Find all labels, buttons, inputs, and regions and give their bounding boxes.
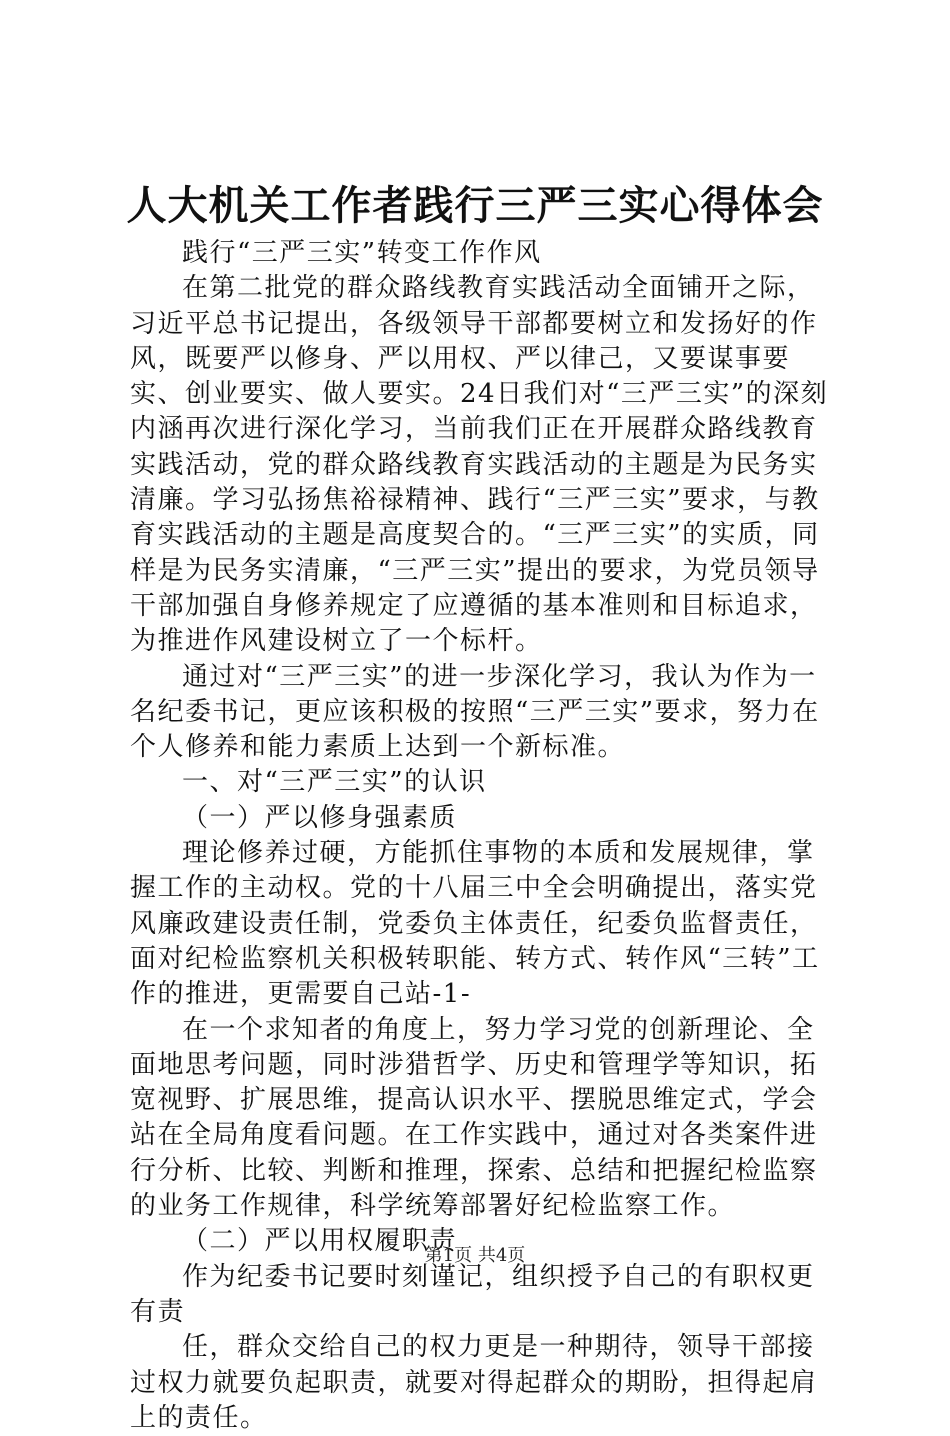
paragraph-subtitle: 践行“三严三实”转变工作作风	[182, 238, 542, 268]
section-heading: 一、对“三严三实”的认识	[182, 767, 487, 798]
paragraph: 任，群众交给自己的权力更是一种期待，领导干部接过权力就要负起职责，就要对得起群众的期盼，担得起肩上的责任。	[130, 1332, 818, 1433]
page-number-footer: 第1页 共4页	[424, 1245, 526, 1266]
subsection-heading: （一）严以修身强素质	[182, 802, 458, 833]
paragraph: 通过对“三严三实”的进一步深化学习，我认为作为一名纪委书记，更应该积极的按照“三严三实”要求，努力在个人修养和能力素质上达到一个新标准。	[130, 661, 820, 763]
subsection-heading: （二）严以用权履职责	[182, 1226, 458, 1257]
paragraph: 理论修养过硬，方能抓住事物的本质和发展规律，掌握工作的主动权。党的十八届三中全会明确提出，落实党风廉政建设责任制，党委负主体责任，纪委负监督责任，面对纪检监察机关积极转职能、转方式、转作风“三转”工作的推进，更需要自己站-1-	[130, 838, 820, 1010]
paragraph: 在一个求知者的角度上，努力学习党的创新理论、全面地思考问题，同时涉猎哲学、历史和管理学等知识，拓宽视野、扩展思维，提高认识水平、摆脱思维定式，学会站在全局角度看问题。在工作实践中，通过对各类案件进行分析、比较、判断和推理，探索、总结和把握纪检监察的业务工作规律，科学统筹部署好纪检监察工作。	[130, 1014, 818, 1222]
paragraph: 作为纪委书记要时刻谨记，组织授予自己的有职权更有责	[130, 1261, 815, 1327]
paragraph: 在第二批党的群众路线教育实践活动全面铺开之际，习近平总书记提出，各级领导干部都要树立和发扬好的作风，既要严以修身、严以用权、严以律己，又要谋事要实、创业要实、做人要实。24日我们对“三严三实”的深刻内涵再次进行深化学习，当前我们正在开展群众路线教育实践活动，党的群众路线教育实践活动的主题是为民务实清廉。学习弘扬焦裕禄精神、践行“三严三实”要求，与教育实践活动的主题是高度契合的。“三严三实”的实质，同样是为民务实清廉，“三严三实”提出的要求，为党员领导干部加强自身修养规定了应遵循的基本准则和目标追求，为推进作风建设树立了一个标杆。	[130, 273, 829, 657]
document-title: 人大机关工作者践行三严三实心得体会	[126, 182, 824, 229]
